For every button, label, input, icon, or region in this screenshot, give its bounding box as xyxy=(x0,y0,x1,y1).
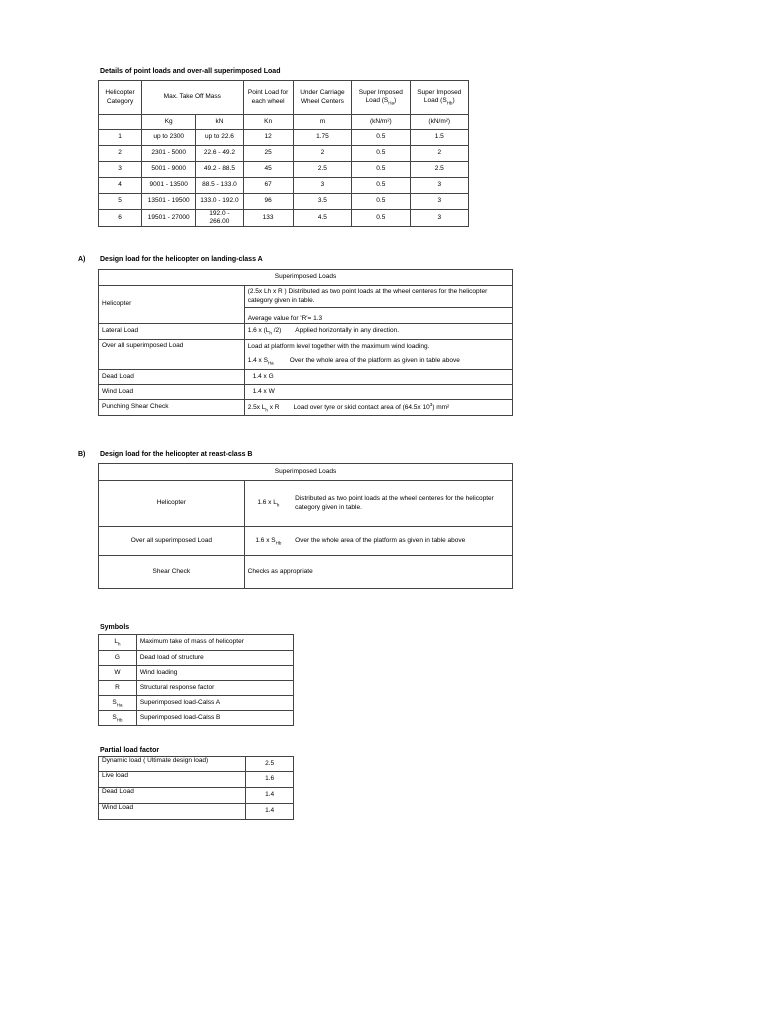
cell: 3 xyxy=(293,178,351,194)
wind-load-label: Wind Load xyxy=(99,385,245,400)
factor-label: Wind Load xyxy=(99,804,246,820)
cell: 1.75 xyxy=(293,130,351,146)
cell: 133 xyxy=(243,210,293,227)
table-row xyxy=(99,635,294,651)
symbol-cell: G xyxy=(99,651,137,666)
factor-value: 1.4 xyxy=(246,804,294,820)
table-header: Superimposed Loads xyxy=(99,270,513,286)
header-mass: Max. Take Off Mass xyxy=(142,81,243,115)
factor-value: 2.5 xyxy=(246,757,294,772)
symbol-desc: Superimposed load-Calss A xyxy=(136,696,293,711)
overall-load-label: Over all superimposed Load xyxy=(99,340,245,370)
unit-blank xyxy=(99,115,142,130)
factor-label: Dynamic load ( Ultimate design load) xyxy=(99,757,246,772)
symbols-table xyxy=(98,634,294,726)
cell: 4 xyxy=(99,178,142,194)
section-b-title: Design load for the helicopter at reast-class B xyxy=(100,451,253,458)
unit-cell: Kg xyxy=(142,115,196,130)
cell: 1.5 xyxy=(410,130,468,146)
punching-shear-cell: 2.5x $L_h$ x R Load over tyre or skid contact area of (64.5x $10^3$) mm² xyxy=(244,400,512,416)
table-row xyxy=(99,130,469,146)
cell: 19501 - 27000 xyxy=(142,210,196,227)
factors-title: Partial load factor xyxy=(100,747,160,754)
cell: 67 xyxy=(243,178,293,194)
dead-load-label: Dead Load xyxy=(99,370,245,385)
symbol-cell: $L_h$ xyxy=(99,635,137,651)
symbol-cell: R xyxy=(99,681,137,696)
cell: 133.0 - 192.0 xyxy=(196,194,243,210)
cell: up to 2300 xyxy=(142,130,196,146)
factor-label: Dead Load xyxy=(99,788,246,804)
overall-formula: 1.6 x $S_{Hb}$ xyxy=(244,527,292,556)
symbol-desc: Wind loading xyxy=(136,666,293,681)
cell: 88.5 - 133.0 xyxy=(196,178,243,194)
cell: 4.5 xyxy=(293,210,351,227)
cell: 2.5 xyxy=(293,162,351,178)
average-value: Average value for 'R'= 1.3 xyxy=(244,308,512,324)
table-row xyxy=(99,757,294,772)
table-row xyxy=(99,681,294,696)
cell: 13501 - 19500 xyxy=(142,194,196,210)
table-row xyxy=(99,651,294,666)
cell: 1 xyxy=(99,130,142,146)
unit-cell: (kN/m²) xyxy=(352,115,410,130)
helicopter-desc: (2.5x Lh x R ) Distributed as two point loads at the wheel centeres for the helicopter category given in table. xyxy=(244,286,512,308)
cell: 2 xyxy=(99,146,142,162)
symbol-desc: Structural response factor xyxy=(136,681,293,696)
class-b-loads-table xyxy=(98,463,513,589)
table-row xyxy=(99,788,294,804)
table-row xyxy=(99,178,469,194)
factor-value: 1.6 xyxy=(246,772,294,788)
cell: 0.5 xyxy=(352,210,410,227)
lateral-load-cell: 1.6 x ($L_h$ /2) Applied horizontally in any direction. xyxy=(244,324,512,340)
header-under-carriage: Under Carriage Wheel Centers xyxy=(293,81,351,115)
table-row xyxy=(99,696,294,711)
header-shb: Super Imposed Load $(S_{Hb})$ xyxy=(410,81,468,115)
wind-load-formula: 1.4 x W xyxy=(244,385,512,400)
symbols-title: Symbols xyxy=(100,624,130,631)
cell: 0.5 xyxy=(352,130,410,146)
section-a-title: Design load for the helicopter on landing-class A xyxy=(100,256,263,263)
symbol-cell: W xyxy=(99,666,137,681)
table1-title: Details of point loads and over-all superimposed Load xyxy=(100,68,281,75)
point-loads-table xyxy=(98,80,469,227)
helicopter-label: Helicopter xyxy=(99,286,245,324)
table-row xyxy=(99,804,294,820)
cell: 2.5 xyxy=(410,162,468,178)
cell: 12 xyxy=(243,130,293,146)
section-a-marker: A) xyxy=(78,256,86,263)
unit-cell: (kN/m²) xyxy=(410,115,468,130)
table-row xyxy=(99,772,294,788)
cell: 0.5 xyxy=(352,146,410,162)
factor-value: 1.4 xyxy=(246,788,294,804)
table-row xyxy=(99,666,294,681)
unit-cell: kN xyxy=(196,115,243,130)
cell: 192.0 - 266.00 xyxy=(196,210,243,227)
cell: 3.5 xyxy=(293,194,351,210)
cell: 3 xyxy=(410,178,468,194)
cell: 0.5 xyxy=(352,162,410,178)
header-point-load: Point Load for each wheel xyxy=(243,81,293,115)
cell: 2301 - 5000 xyxy=(142,146,196,162)
unit-cell: Kn xyxy=(243,115,293,130)
class-a-loads-table xyxy=(98,269,513,416)
header-sha: Super Imposed Load $(S_{Ha})$ xyxy=(352,81,410,115)
lateral-load-label: Lateral Load xyxy=(99,324,245,340)
dead-load-formula: 1.4 x G xyxy=(244,370,512,385)
unit-cell: m xyxy=(293,115,351,130)
cell: 25 xyxy=(243,146,293,162)
symbol-desc: Dead load of structure xyxy=(136,651,293,666)
symbol-desc: Maximum take of mass of helicopter xyxy=(136,635,293,651)
cell: 9001 - 13500 xyxy=(142,178,196,194)
cell: 3 xyxy=(410,210,468,227)
overall-desc: Load at platform level together with the maximum wind loading. xyxy=(247,342,430,350)
overall-load-cell xyxy=(244,340,512,370)
cell: 3 xyxy=(410,194,468,210)
overall-formula-row: 1.4 x $S_{Ha}$ Over the whole area of the platform as given in table above xyxy=(247,357,460,366)
cell: 5 xyxy=(99,194,142,210)
cell: 96 xyxy=(243,194,293,210)
cell: 22.6 - 49.2 xyxy=(196,146,243,162)
partial-load-factor-table xyxy=(98,756,294,820)
cell: 0.5 xyxy=(352,178,410,194)
table-header: Superimposed Loads xyxy=(99,464,513,481)
overall-load-label: Over all superimposed Load xyxy=(99,527,245,556)
table-row xyxy=(99,194,469,210)
helicopter-formula: 1.6 x $L_h$ xyxy=(244,481,292,527)
table-row xyxy=(99,162,469,178)
shear-check-label: Shear Check xyxy=(99,556,245,589)
table-row xyxy=(99,711,294,726)
cell: 49.2 - 88.5 xyxy=(196,162,243,178)
cell: 2 xyxy=(410,146,468,162)
symbol-cell: $S_{Hb}$ xyxy=(99,711,137,726)
symbol-desc: Superimposed load-Calss B xyxy=(136,711,293,726)
helicopter-desc: Distributed as two point loads at the wheel centeres for the helicopter category given in table. xyxy=(292,481,512,527)
cell: 45 xyxy=(243,162,293,178)
symbol-cell: $S_{Ha}$ xyxy=(99,696,137,711)
cell: 5001 - 9000 xyxy=(142,162,196,178)
header-category: Helicopter Category xyxy=(99,81,142,115)
cell: 6 xyxy=(99,210,142,227)
cell: up to 22.6 xyxy=(196,130,243,146)
section-b-marker: B) xyxy=(78,451,86,458)
cell: 3 xyxy=(99,162,142,178)
cell: 0.5 xyxy=(352,194,410,210)
punching-shear-label: Punching Shear Check xyxy=(99,400,245,416)
factor-label: Live load xyxy=(99,772,246,788)
helicopter-label: Helicopter xyxy=(99,481,245,527)
shear-check-desc: Checks as appropriate xyxy=(244,556,512,589)
table-row xyxy=(99,146,469,162)
overall-desc: Over the whole area of the platform as given in table above xyxy=(292,527,512,556)
cell: 2 xyxy=(293,146,351,162)
table-row xyxy=(99,210,469,227)
